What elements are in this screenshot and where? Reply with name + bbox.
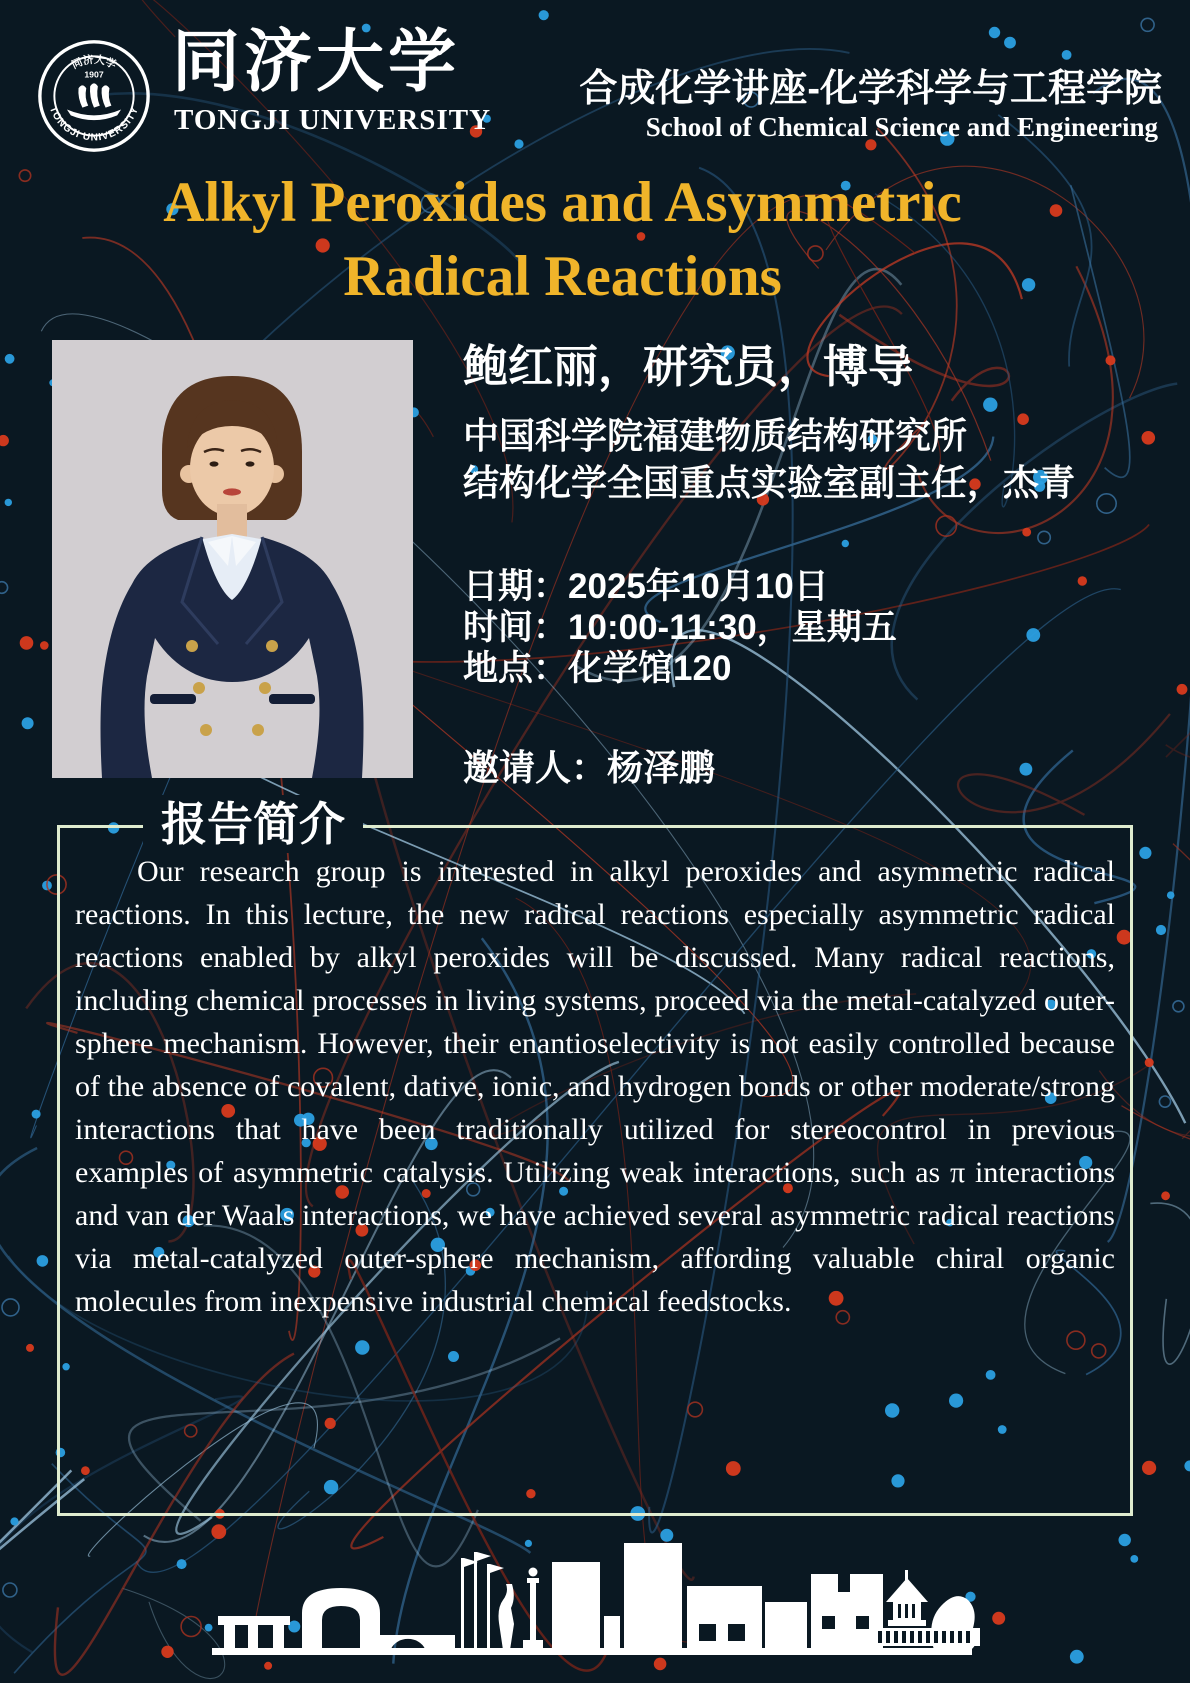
date-label: 日期：: [463, 567, 569, 606]
speaker-affiliation-2: 结构化学全国重点实验室副主任，杰青: [463, 462, 1076, 503]
venue-label: 地点：: [463, 649, 569, 688]
venue-value: 化学馆120: [568, 649, 732, 688]
speaker-photo: [52, 340, 413, 778]
tongji-seal-logo: [36, 38, 152, 154]
inviter-value: 杨泽鹏: [607, 747, 716, 788]
seal-rowers-motif: [67, 83, 121, 120]
lecture-title-line1: Alkyl Peroxides and Asymmetric: [163, 171, 962, 234]
inviter-line: [463, 740, 715, 791]
school-name-en: School of Chemical Science and Engineering: [645, 112, 1158, 142]
lecture-title: [0, 166, 1125, 314]
abstract-body-text: Our research group is interested in alkyl peroxides and asymmetric radical reactions. In this lecture, the new radical reactions especially asymmetric radical reactions enabled by alkyl peroxides will be discussed. Many radical reactions, including chemical processes in living systems, proceed via the metal-catalyzed outer-sphere mechanism. However, their enantioselectivity is not easily controlled because of the absence of covalent, dative, ionic, and hydrogen bonds or other moderate/strong interactions that have been traditionally utilized for stereocontrol in previous examples of asymmetric catalysis. Utilizing weak interactions, such as π interactions and van der Waals interactions, we have achieved several asymmetric radical reactions via metal-catalyzed outer-sphere mechanism, affording valuable chiral organic molecules from inexpensive industrial chemical feedstocks.: [75, 855, 1115, 1318]
time-label: 时间：: [463, 608, 569, 647]
date-value: 2025年10月10日: [568, 567, 829, 606]
speaker-affiliation-1: 中国科学院福建物质结构研究所: [463, 415, 968, 456]
campus-skyline-silhouette: [210, 1528, 980, 1663]
university-name-en: TONGJI UNIVERSITY: [174, 104, 492, 136]
abstract-section-title: 报告简介: [143, 795, 363, 853]
lecture-series-title-cn: 合成化学讲座-化学科学与工程学院: [579, 68, 1162, 110]
seal-en-text: TONGJI UNIVERSITY: [46, 104, 142, 144]
seal-cn-text: 同济大学: [69, 53, 119, 72]
lecture-title-line2: Radical Reactions: [343, 245, 782, 308]
seal-year-text: 1907: [84, 69, 104, 80]
venue-line: [463, 641, 731, 691]
speaker-name-title: 鲍红丽，研究员，博导: [463, 341, 914, 392]
inviter-label: 邀请人：: [463, 747, 608, 788]
time-value: 10:00-11:30，星期五: [568, 608, 897, 647]
university-name-cn: 同济大学: [172, 24, 461, 100]
